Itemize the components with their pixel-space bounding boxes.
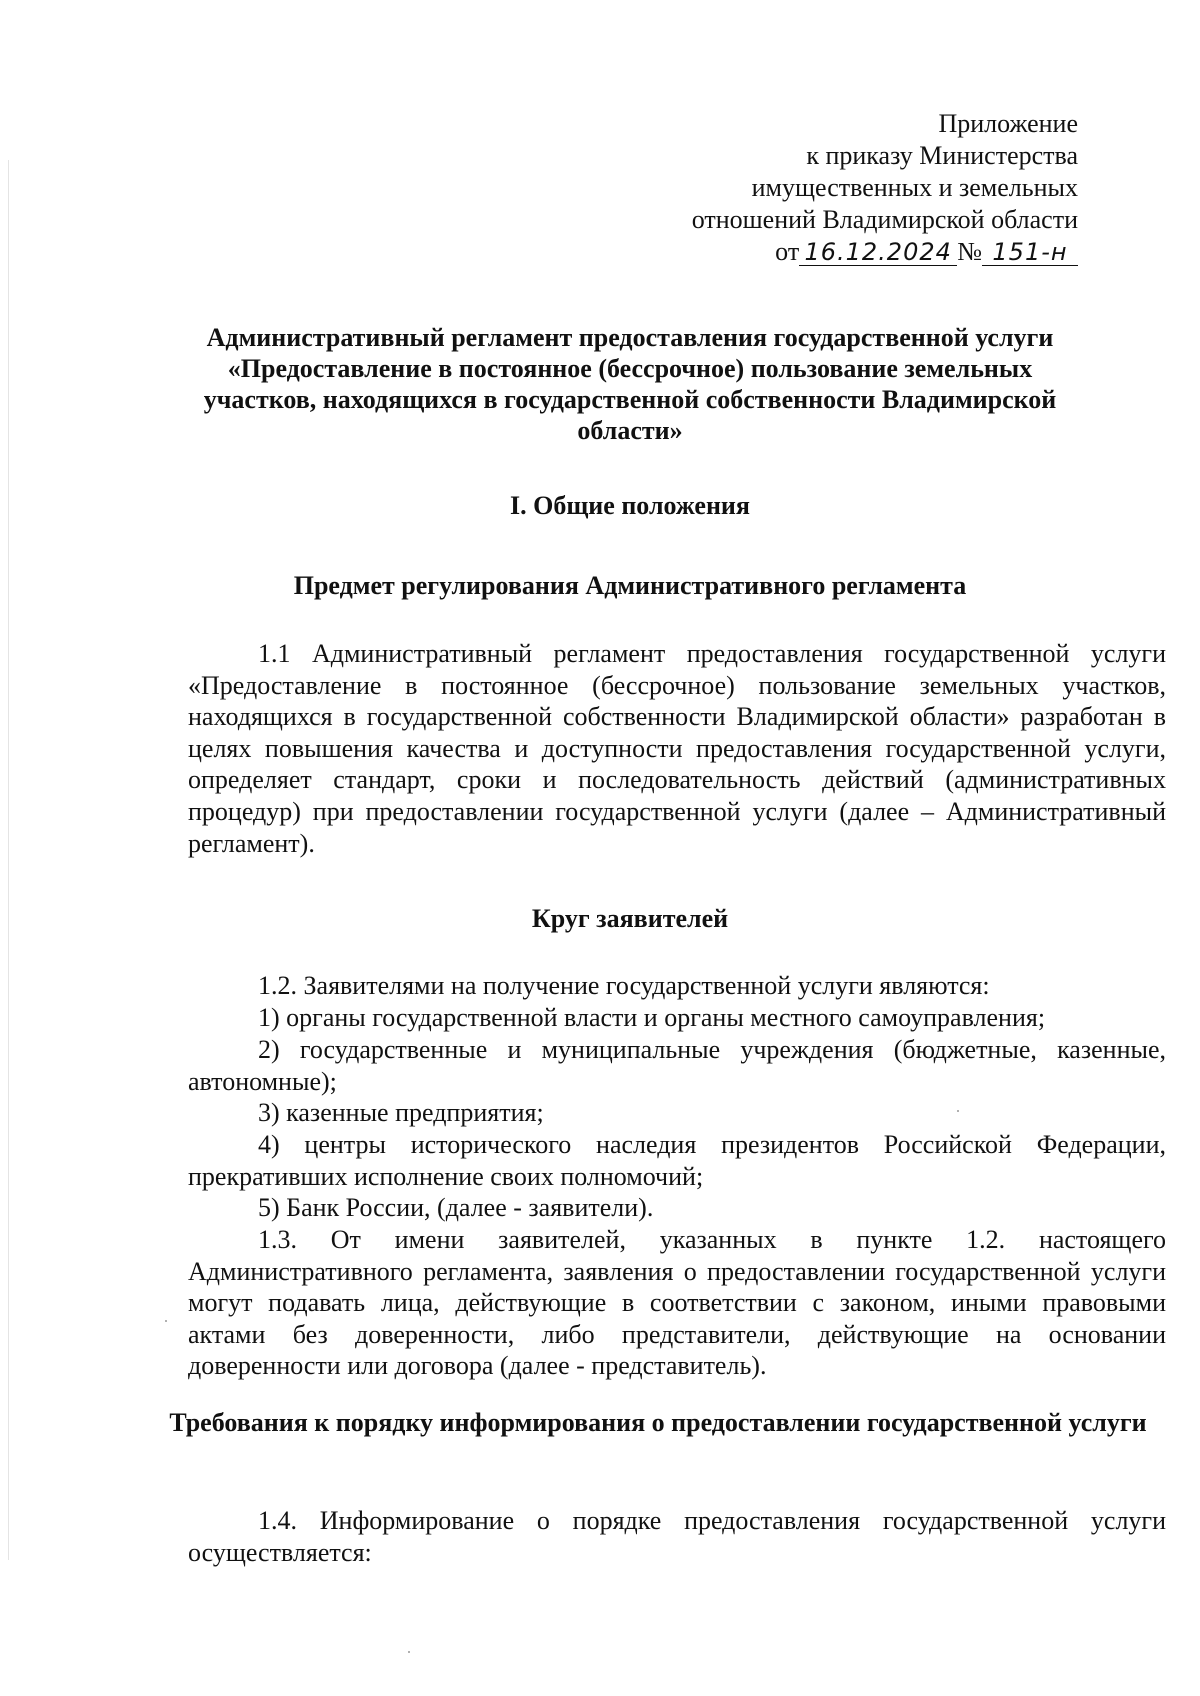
scan-speck [957, 1110, 959, 1112]
subsection-heading-informing: Требования к порядку информирования о предоставлении государственной услуги [169, 1408, 1147, 1437]
appendix-block [692, 108, 1078, 268]
section-heading: I. Общие положения [510, 491, 750, 520]
scan-margin-line [8, 160, 9, 1560]
appendix-line: отношений Владимирской области [691, 205, 1078, 234]
appendix-line: Приложение [938, 109, 1078, 138]
paragraph-1-4: 1.4. Информирование о порядке предоставления государственной услуги осуществляется: [188, 1506, 1166, 1567]
scan-speck [408, 1651, 410, 1653]
appendix-line: к приказу Министерства [806, 141, 1078, 170]
list-item: 4) центры исторического наследия президентов Российской Федерации, прекративших исполнение своих полномочий; [188, 1130, 1166, 1191]
subsection-heading-applicants: Круг заявителей [531, 904, 729, 933]
paragraph-1-2: 1.2. Заявителями на получение государственной услуги являются: [258, 971, 990, 1000]
handwritten-number: 151-н [982, 239, 1078, 266]
handwritten-date: 16.12.2024 [799, 239, 957, 266]
subsection-heading: Предмет регулирования Административного регламента [293, 571, 967, 600]
date-prefix: от [775, 237, 800, 266]
appendix-date-line [692, 236, 1078, 268]
paragraph-1-1: 1.1 Административный регламент предоставления государственной услуги «Предоставление в постоянное (бессрочное) пользование земельных участков, находящихся в государственной собственности Владимирской области» разработан в целях повышения качества и доступности предоставления государственной услуги, определяет стандарт, сроки и последовательность действий (административных процедур) при предоставлении государственной услуги (далее – Административный регламент). [188, 639, 1166, 858]
scan-speck [165, 1320, 167, 1322]
paragraph-1-3: 1.3. От имени заявителей, указанных в пункте 1.2. настоящего Административного регламента, заявления о предоставлении государственной услуги могут подавать лица, действующие в соответствии с законом, иными правовыми актами без доверенности, либо представители, действующие на основании доверенности или договора (далее - представитель). [188, 1225, 1166, 1381]
list-item: 3) казенные предприятия; [258, 1098, 544, 1127]
document-title: Административный регламент предоставления государственной услуги «Предоставление в постоянное (бессрочное) пользование земельных участков, находящихся в государственной собственности Владимирской области» [203, 323, 1057, 445]
list-item: 2) государственные и муниципальные учреждения (бюджетные, казенные, автономные); [188, 1035, 1166, 1096]
list-item: 1) органы государственной власти и органы местного самоуправления; [258, 1003, 1046, 1032]
list-item: 5) Банк России, (далее - заявители). [258, 1193, 654, 1222]
number-prefix: № [957, 237, 982, 266]
appendix-line: имущественных и земельных [751, 173, 1078, 202]
